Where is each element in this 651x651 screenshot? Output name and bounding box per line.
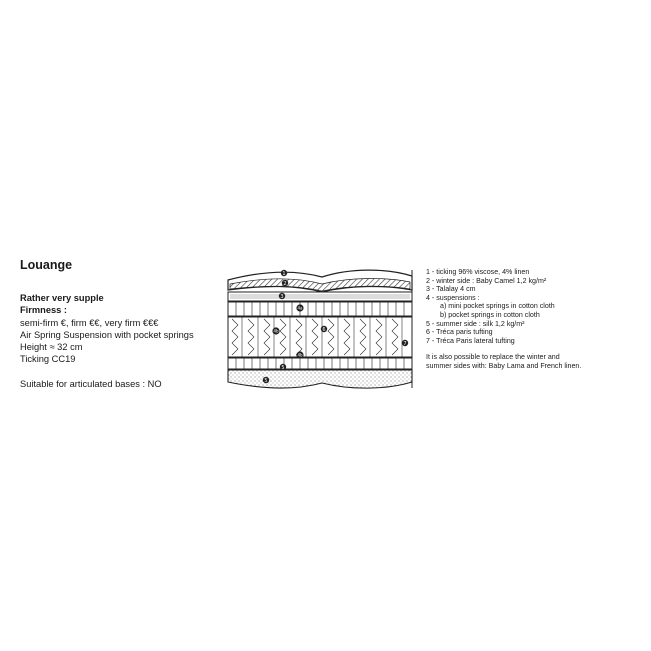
svg-text:4b: 4b [273, 328, 279, 334]
firmness-scale: semi-firm €, firm €€, very firm €€€ [20, 317, 159, 328]
legend-item: 3 - Talalay 4 cm [426, 285, 476, 294]
marker-4b [272, 327, 279, 334]
product-name: Louange [20, 258, 73, 272]
mattress-cross-section-diagram [226, 268, 416, 392]
product-info [20, 258, 225, 390]
summer-side-layer [228, 370, 412, 388]
svg-text:3: 3 [280, 293, 284, 300]
svg-text:1: 1 [282, 270, 286, 277]
comfort-level: Rather very supple [20, 293, 104, 303]
marker-4b-lower [296, 351, 303, 358]
legend-item: 7 - Tréca Paris lateral tufting [426, 336, 515, 345]
legend-item: 6 - Tréca paris tufting [426, 328, 493, 337]
legend-item: 4 - suspensions : [426, 293, 480, 302]
legend-item: 5 - summer side : silk 1,2 kg/m² [426, 319, 525, 328]
materials-legend [426, 268, 641, 371]
legend-item: 1 - ticking 96% viscose, 4% linen [426, 268, 530, 276]
svg-text:4b: 4b [297, 352, 303, 358]
suspension-type: Air Spring Suspension with pocket springs [20, 329, 194, 340]
legend-subitem: b) pocket springs in cotton cloth [440, 310, 540, 319]
mini-pocket-springs-top [228, 302, 412, 316]
ticking-type: Ticking CC19 [20, 354, 76, 365]
legend-item: 2 - winter side : Baby Camel 1,2 kg/m² [426, 276, 547, 285]
svg-text:2: 2 [283, 280, 287, 287]
svg-text:5: 5 [281, 364, 285, 371]
mini-pocket-springs-bottom [228, 358, 412, 369]
svg-text:7: 7 [403, 340, 407, 347]
svg-text:4a: 4a [297, 305, 303, 311]
mattress-height: Height ≈ 32 cm [20, 342, 83, 353]
pocket-springs-main [228, 317, 412, 357]
legend-note: summer sides with: Baby Lama and French linen. [426, 361, 582, 370]
articulated-bases-note: Suitable for articulated bases : NO [20, 378, 162, 389]
marker-4a [296, 304, 303, 311]
legend-note: It is also possible to replace the winter and [426, 353, 560, 362]
svg-text:6: 6 [322, 326, 326, 333]
firmness-heading: Firmness : [20, 305, 68, 316]
svg-text:5: 5 [264, 377, 268, 384]
legend-subitem: a) mini pocket springs in cotton cloth [440, 302, 555, 311]
